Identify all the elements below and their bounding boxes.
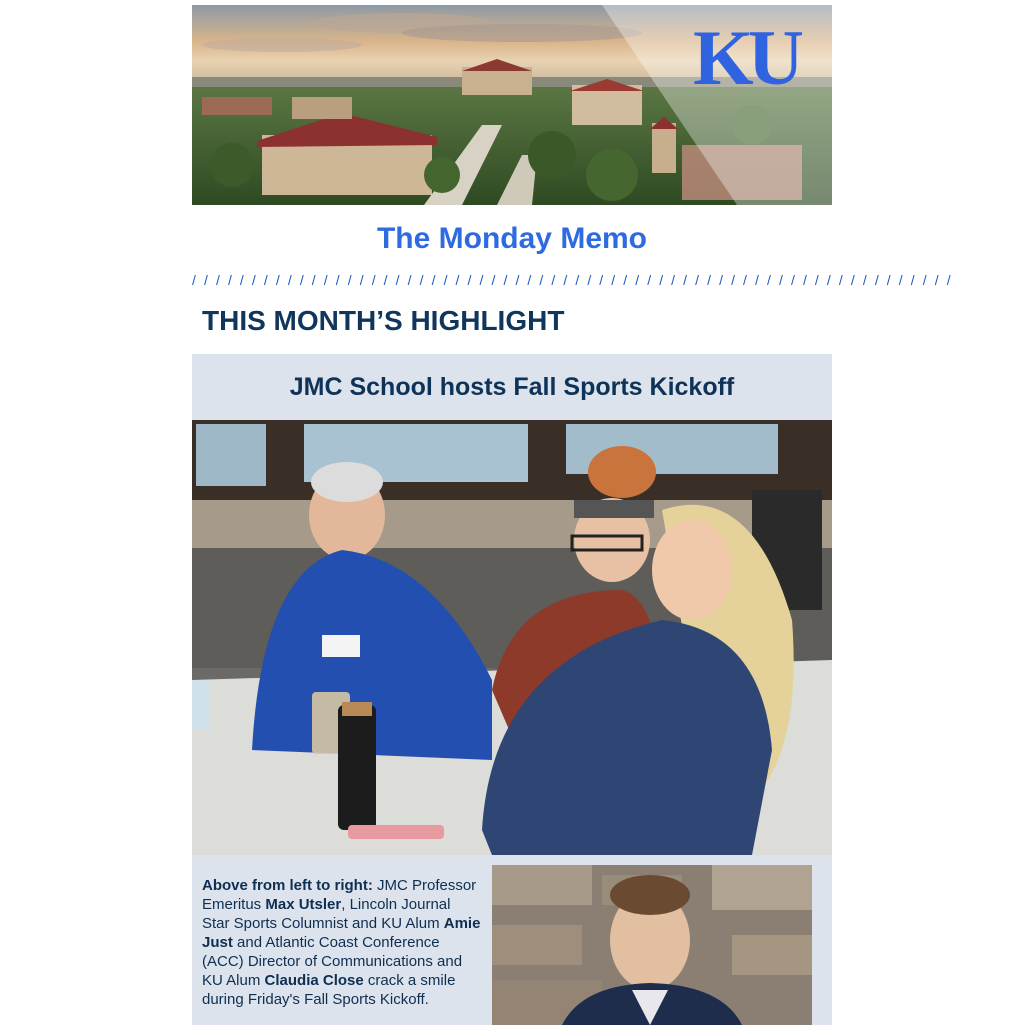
caption-name-3: Claudia Close — [264, 972, 364, 989]
event-photo — [192, 420, 832, 855]
story-title[interactable]: JMC School hosts Fall Sports Kickoff — [289, 372, 735, 401]
story-title-bar — [192, 354, 832, 420]
caption-text-4: crack a smile during Friday's Fall Sports Kickoff. — [202, 972, 456, 1008]
caption-name-1: Max Utsler — [265, 896, 342, 913]
caption-text-3: and Atlantic Coast Conference (ACC) Director of Communications and KU Alum — [202, 934, 463, 989]
caption-lead: Above from left to right: — [202, 877, 373, 894]
photo-caption — [192, 855, 492, 1025]
slash-divider: / / / / / / / / / / / / / / / / / / / / / / / / / / / / / / / / / / / / / / / / / / / / / / / / / / / / / / / / / / / / / / / / — [192, 272, 953, 288]
caption-row — [192, 855, 832, 1025]
newsletter-email — [192, 5, 953, 1025]
newsletter-title: The Monday Memo — [376, 222, 647, 255]
caption-text-1: JMC Professor Emeritus — [202, 877, 477, 913]
campus-hero-banner — [192, 5, 832, 205]
section-heading: THIS MONTH’S HIGHLIGHT — [202, 305, 565, 336]
speaker-portrait-photo — [492, 865, 812, 1025]
caption-text-2: , Lincoln Journal Star Sports Columnist and KU Alum — [202, 896, 451, 932]
ku-logo[interactable]: KU — [693, 14, 798, 101]
caption-name-2: Amie Just — [202, 915, 481, 951]
